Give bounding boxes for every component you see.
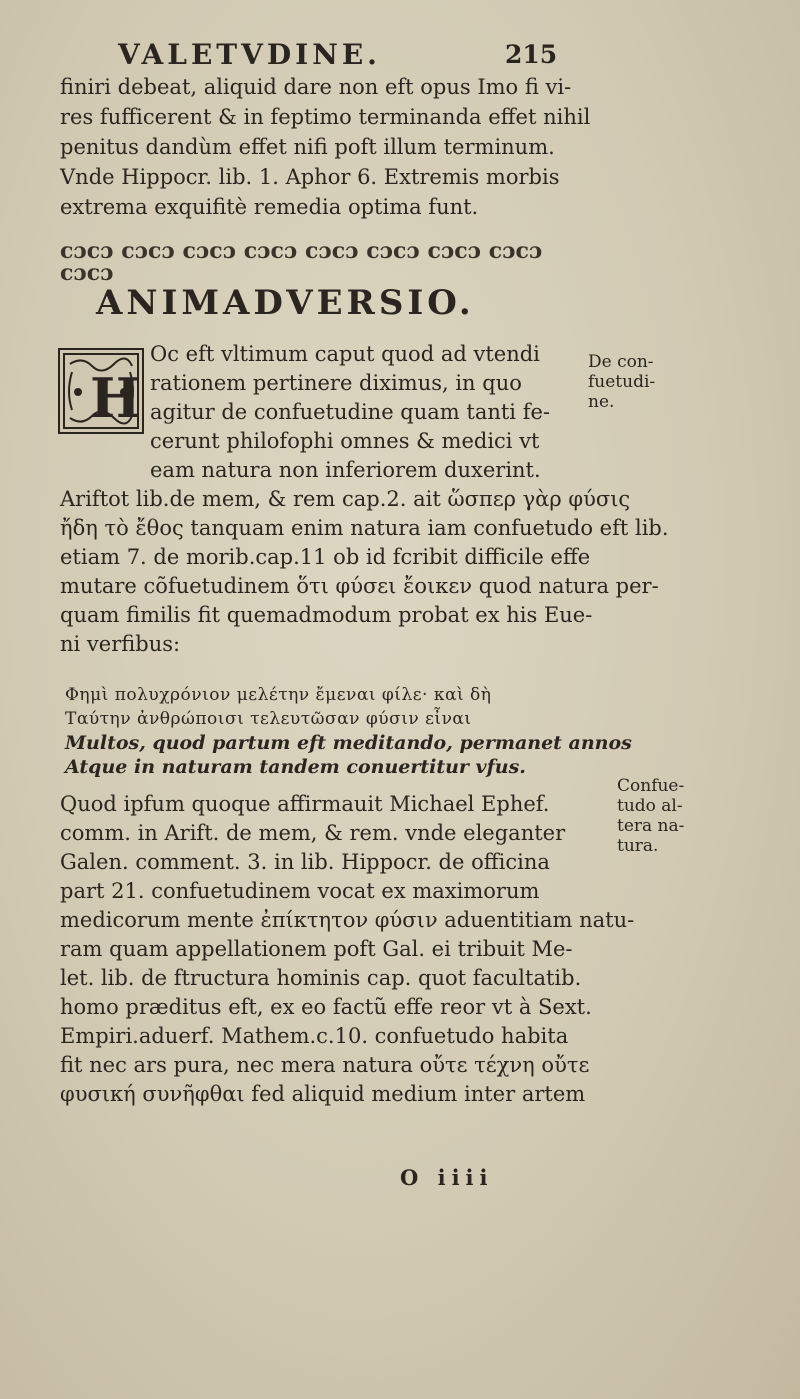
text-line: fit nec ars pura, nec mera natura οὔτε τέχνη οὔτε [60, 1053, 590, 1077]
margin-note-line: tera na- [617, 816, 685, 836]
initial-letter: H [90, 366, 142, 430]
text-line: quam fimilis fit quemadmodum probat ex his Eue- [60, 603, 593, 627]
text-line: part 21. confuetudinem vocat ex maximorum [60, 879, 540, 903]
ornamental-rule [60, 238, 580, 286]
margin-note-consuetudine [588, 352, 678, 412]
text-line: φυσική συνῆφθαι fed aliquid medium inter artem [60, 1082, 586, 1106]
text-line: ἤδη τὸ ἔθος tanquam enim natura iam confuetudo eft lib. [60, 516, 669, 540]
margin-note-line: tura. [617, 836, 659, 856]
text-line: rationem pertinere diximus, in quo [150, 371, 522, 395]
section-heading: ANIMADVERSIO. [96, 283, 475, 323]
signature-mark: O iiii [400, 1165, 494, 1190]
text-line: penitus dandùm effet nifi poft illum terminum. [60, 135, 555, 159]
margin-note-line: tudo al- [617, 796, 683, 816]
text-line: cerunt philofophi omnes & medici vt [150, 429, 540, 453]
text-line: ram quam appellationem poft Gal. ei tribuit Me- [60, 937, 573, 961]
text-line: finiri debeat, aliquid dare non eft opus Imo fi vi- [60, 75, 572, 99]
text-line: Galen. comment. 3. in lib. Hippocr. de officina [60, 850, 550, 874]
text-line: medicorum mente ἐπίκτητον φύσιν aduentitiam natu- [60, 908, 635, 932]
margin-note-line: De con- [588, 352, 654, 372]
text-line: extrema exquifitè remedia optima funt. [60, 195, 479, 219]
text-line: ni verfibus: [60, 632, 181, 656]
ornament-pattern: cɔcɔ cɔcɔ cɔcɔ cɔcɔ cɔcɔ cɔcɔ cɔcɔ cɔcɔ cɔcɔ [60, 238, 543, 286]
text-line: mutare cõfuetudinem ὅτι φύσει ἔοικεν quod natura per- [60, 574, 659, 598]
text-line: agitur de confuetudine quam tanti fe- [150, 400, 550, 424]
running-title: VALETVDINE. [118, 38, 381, 71]
indented-paragraph [150, 340, 550, 485]
text-line: Empiri.aduerf. Mathem.c.10. confuetudo habita [60, 1024, 569, 1048]
greek-verse-line: Φημὶ πολυχρόνιον μελέτην ἔμεναι φίλε· καὶ δὴ [65, 685, 492, 705]
text-line: res fufficerent & in feptimo terminanda effet nihil [60, 105, 591, 129]
text-line: eam natura non inferiorem duxerint. [150, 458, 541, 482]
top-paragraph [60, 72, 591, 222]
text-line: Ariftot lib.de mem, & rem cap.2. ait ὥσπερ γὰρ φύσις [60, 487, 631, 511]
page-number: 215 [505, 40, 558, 69]
text-line: let. lib. de ftructura hominis cap. quot facultatib. [60, 966, 582, 990]
latin-verse-line: Atque in naturam tandem conuertitur vfus. [65, 756, 526, 778]
text-line: homo præditus eft, ex eo factũ effe reor vt à Sext. [60, 995, 592, 1019]
text-line: Vnde Hippocr. lib. 1. Aphor 6. Extremis morbis [60, 165, 560, 189]
main-paragraph [60, 485, 669, 659]
margin-note-line: fuetudi- [588, 372, 656, 392]
margin-note-line: Confue- [617, 776, 685, 796]
greek-verse-line: Ταύτην ἀνθρώποισι τελευτῶσαν φύσιν εἶναι [65, 709, 472, 729]
margin-note-consuetudo [617, 776, 707, 856]
text-line: etiam 7. de morib.cap.11 ob id fcribit difficile effe [60, 545, 591, 569]
verse-quotation [65, 683, 632, 779]
margin-note-line: ne. [588, 392, 615, 412]
text-line: Quod ipfum quoque affirmauit Michael Ephef. [60, 792, 550, 816]
text-line: Oc eft vltimum caput quod ad vtendi [150, 342, 540, 366]
final-paragraph [60, 790, 635, 1109]
text-line: comm. in Arift. de mem, & rem. vnde eleganter [60, 821, 566, 845]
latin-verse-line: Multos, quod partum eft meditando, permanet annos [65, 732, 632, 754]
